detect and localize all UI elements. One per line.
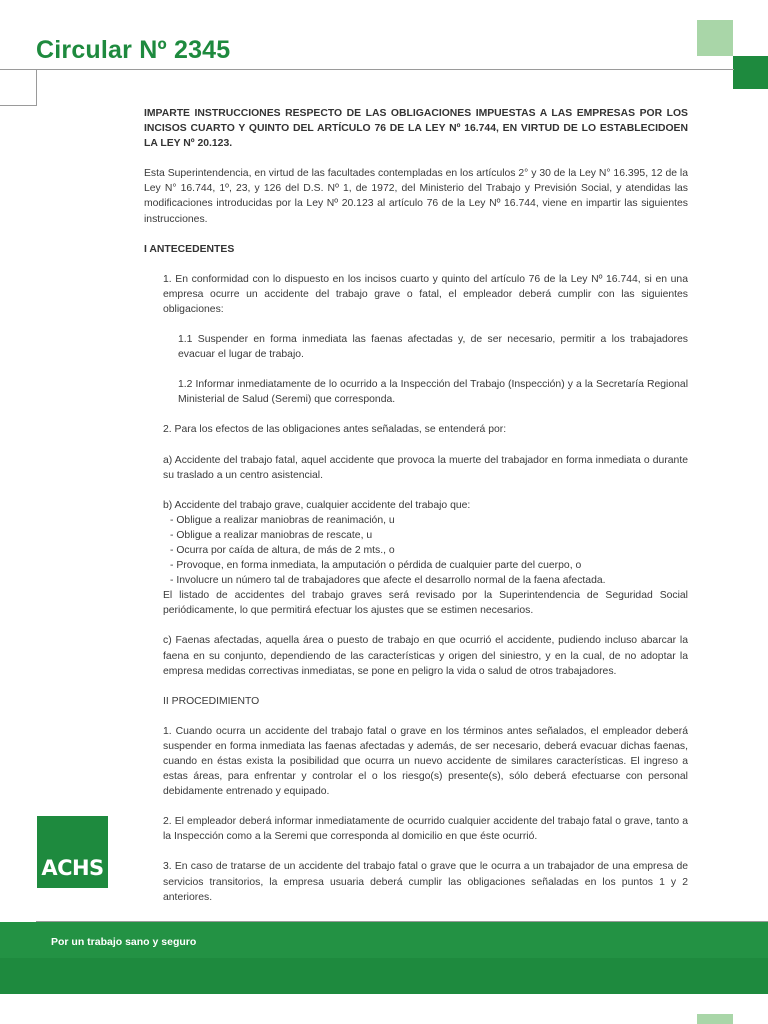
list-item: - Obligue a realizar maniobras de reanimación, u [170,514,395,526]
paragraph-1-2: 1.2 Informar inmediatamente de lo ocurrido a la Inspección del Trabajo (Inspección) y a la Secretaría Regional Ministerial de Salud (Seremi) que corresponda. [178,379,688,406]
footer-slogan: Por un trabajo sano y seguro [51,936,197,948]
decor-square-bottom [697,1014,733,1024]
decor-square-light [697,20,733,56]
section-heading-antecedentes: I ANTECEDENTES [144,243,235,255]
definition-b-tail: El listado de accidentes del trabajo graves será revisado por la Superintendencia de Seguridad Social periódicamente, lo que permitirá efectuar los ajustes que se estimen necesarios. [163,590,688,617]
procedure-2: 2. El empleador deberá informar inmediatamente de ocurrido cualquier accidente del trabajo fatal o grave, tanto a la Inspección como a la Seremi que corresponda al domicilio en que éste ocurrió. [163,816,688,843]
list-item: - Involucre un número tal de trabajadores que afecte el desarrollo normal de la faena afectada. [170,575,606,587]
achs-logo [37,816,108,888]
intro-paragraph: Esta Superintendencia, en virtud de las facultades contempladas en los artículos 2° y 30 de la Ley N° 16.395, 12 de la Ley N° 16.744, 1º, 23, y 126 del D.S. Nº 1, de 1972, del Ministerio del Trabajo y Previsión Social, y atendidas las modificaciones introducidas por la Ley Nº 20.123 al artículo 76 de la Ley Nº 16.744, viene en impartir las siguientes instrucciones. [144,168,688,225]
list-item: - Obligue a realizar maniobras de rescate, u [170,529,373,541]
list-item: - Provoque, en forma inmediata, la amputación o pérdida de cualquier parte del cuerpo, o [170,560,582,572]
definition-b-list [144,513,688,588]
procedure-1: 1. Cuando ocurra un accidente del trabajo fatal o grave en los términos antes señalados, el empleador deberá suspender en forma inmediata las faenas afectadas y además, de ser necesario, deberá evacuar dichas faenas, cuando en éstas exista la posibilidad que ocurra un nuevo accidente de similares características. El ingreso a estas áreas, para enfrentar y controlar el o los riesgo(s) presente(s), sólo deberá efectuarse con personal debidamente entrenado y equipado. [163,725,688,798]
definition-a: a) Accidente del trabajo fatal, aquel accidente que provoca la muerte del trabajador en forma inmediata o durante su traslado a un centro asistencial. [163,454,688,481]
paragraph-1-1: 1.1 Suspender en forma inmediata las faenas afectadas y, de ser necesario, permitir a los trabajadores evacuar el lugar de trabajo. [178,334,688,361]
decor-square-dark [733,56,768,89]
procedure-3: 3. En caso de tratarse de un accidente del trabajo fatal o grave que le ocurra a un trabajador de una empresa de servicios transitorios, la empresa usuaria deberá cumplir las obligaciones señaladas en los puntos 1 y 2 anteriores. [163,861,688,903]
paragraph-1: 1. En conformidad con lo dispuesto en los incisos cuarto y quinto del artículo 76 de la Ley Nº 16.744, si en una empresa ocurre un accidente del trabajo grave o fatal, el empleador deberá cumplir con las siguientes obligaciones: [163,273,688,315]
paragraph-2: 2. Para los efectos de las obligaciones antes señaladas, se entenderá por: [163,424,507,436]
section-heading-procedimiento: II PROCEDIMIENTO [163,695,260,707]
logo-text: ACHS [41,856,104,880]
document-body [144,106,688,905]
header-rule-vertical [36,69,37,106]
header-rule [0,69,734,70]
header-rule-step [0,105,37,106]
page-title: Circular Nº 2345 [36,36,231,64]
list-item: - Ocurra por caída de altura, de más de 2 mts., o [170,544,395,556]
definition-c: c) Faenas afectadas, aquella área o puesto de trabajo en que ocurrió el accidente, pudiendo incluso abarcar la faena en su conjunto, dependiendo de las características y origen del siniestro, y en la cual, de no adoptar la empresa medidas correctivas inmediatas, se pone en peligro la vida o salud de otros trabajadores. [163,635,688,677]
definition-b: b) Accidente del trabajo grave, cualquier accidente del trabajo que: [163,499,471,511]
document-subject: IMPARTE INSTRUCCIONES RESPECTO DE LAS OBLIGACIONES IMPUESTAS A LAS EMPRESAS POR LOS INCISOS CUARTO Y QUINTO DEL ARTÍCULO 76 DE LA LEY Nº 16.744, EN VIRTUD DE LO ESTABLECIDOEN LA LEY Nº 20.123. [144,108,688,150]
